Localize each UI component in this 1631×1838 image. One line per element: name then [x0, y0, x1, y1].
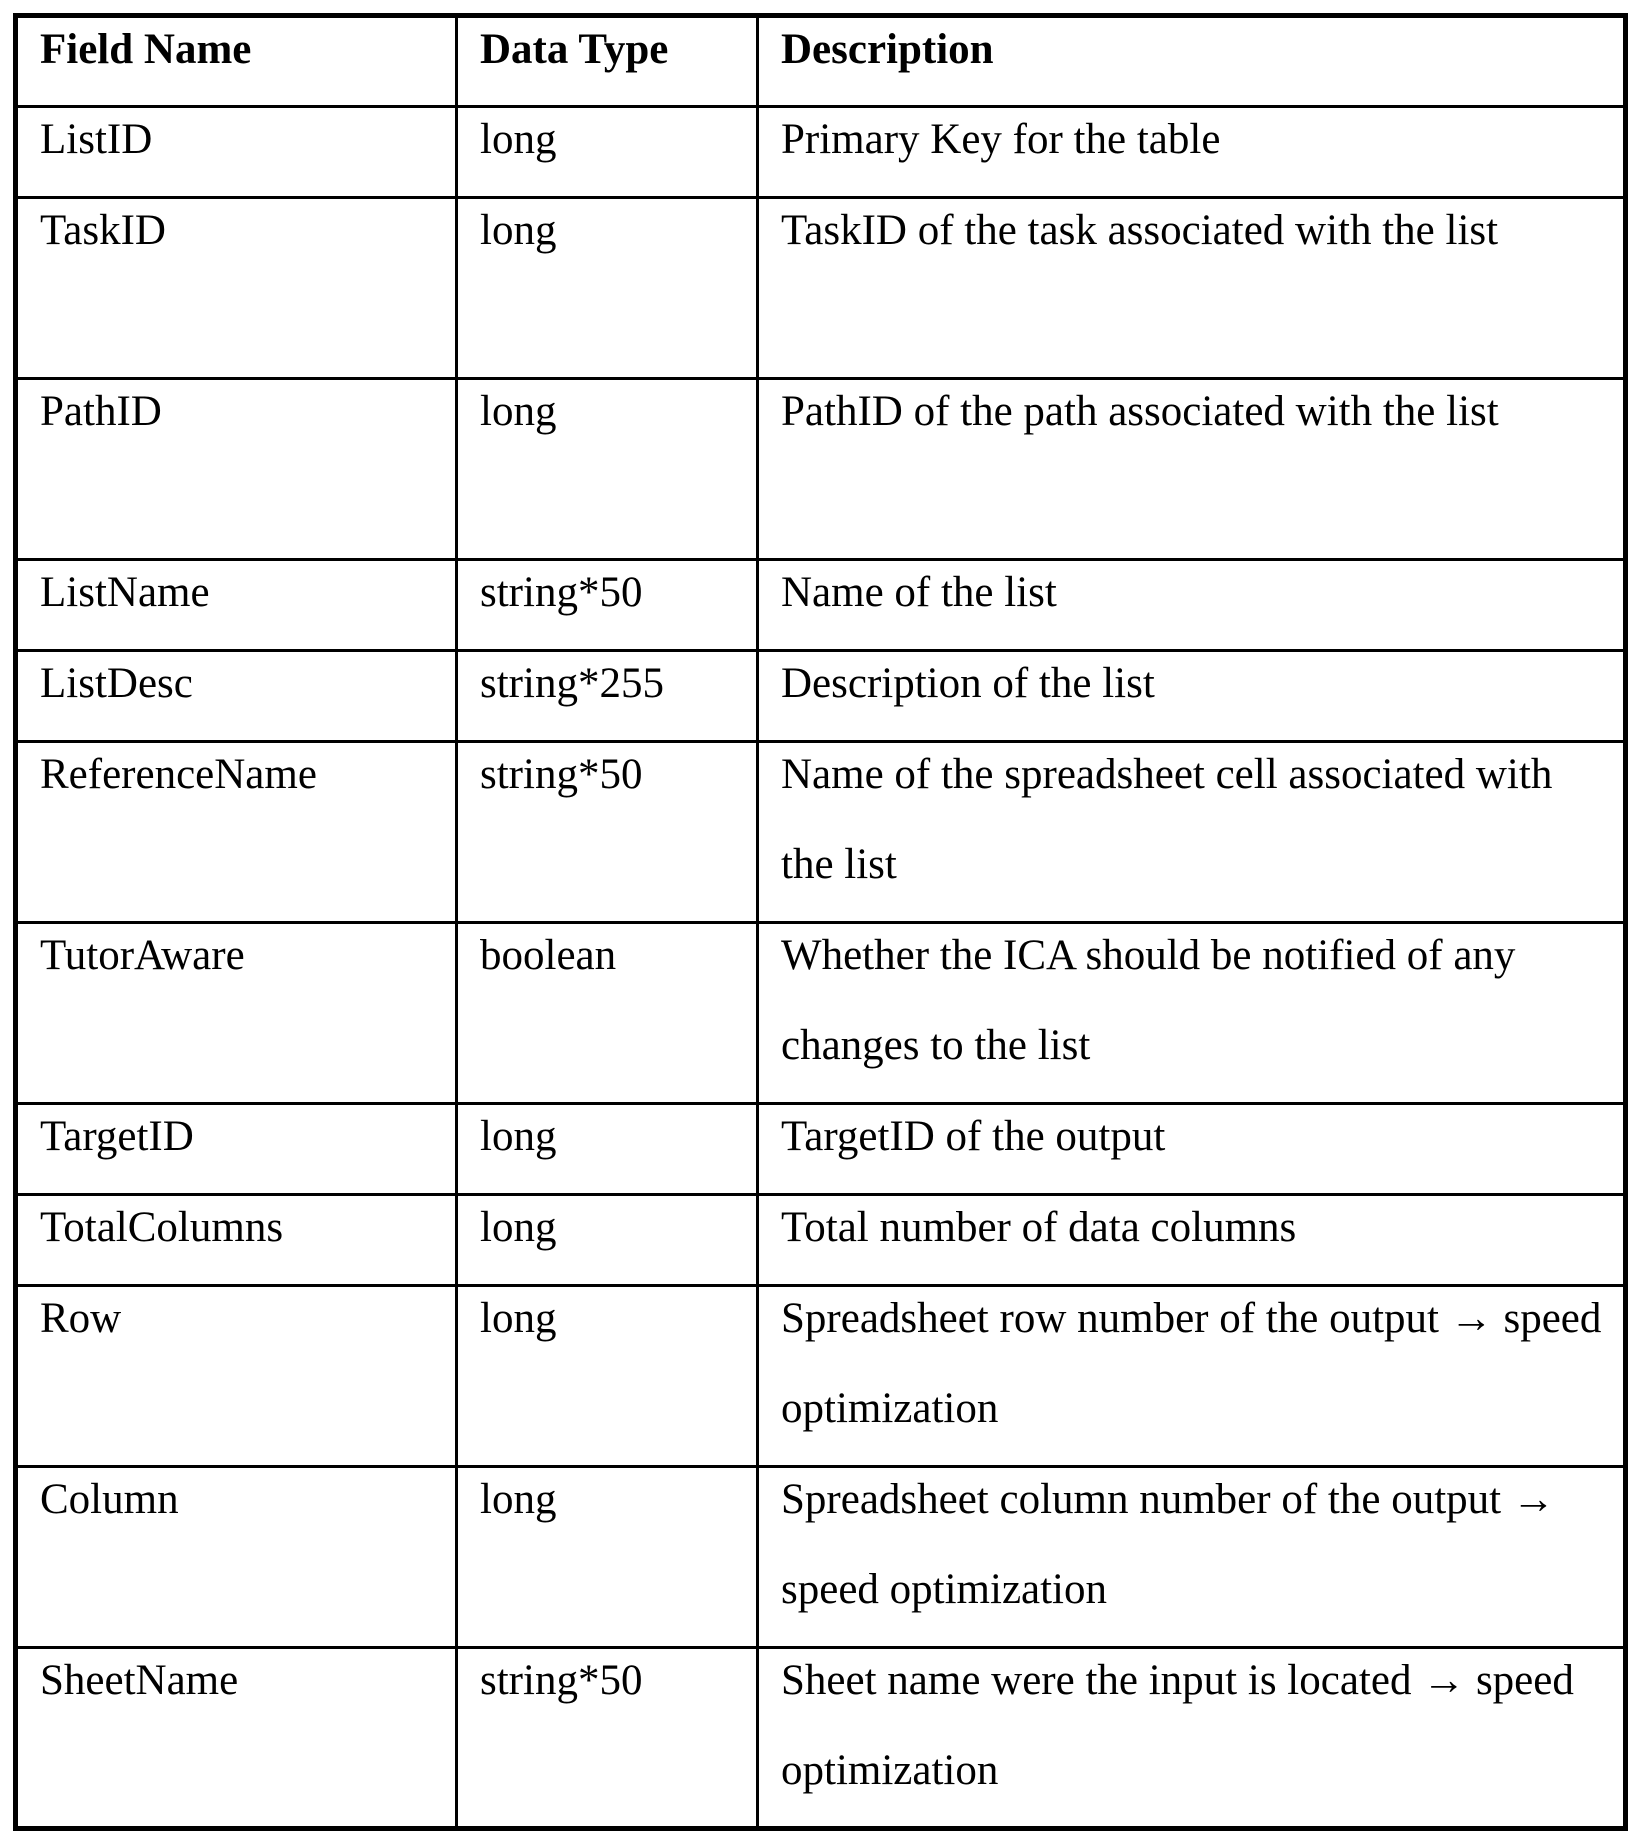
table-row	[16, 198, 1626, 379]
data-type-cell: long	[457, 1195, 758, 1286]
table-row	[16, 107, 1626, 198]
table-row	[16, 1648, 1626, 1829]
description-cell: Spreadsheet row number of the output → speed optimization	[758, 1286, 1626, 1467]
table-row	[16, 742, 1626, 923]
data-type-cell: string*50	[457, 560, 758, 651]
data-type-cell: long	[457, 1467, 758, 1648]
description-cell: Whether the ICA should be notified of any changes to the list	[758, 923, 1626, 1104]
field-name-cell: ReferenceName	[16, 742, 457, 923]
table-row	[16, 1104, 1626, 1195]
data-type-cell: long	[457, 1104, 758, 1195]
data-type-cell: boolean	[457, 923, 758, 1104]
field-name-cell: TotalColumns	[16, 1195, 457, 1286]
table-row	[16, 1286, 1626, 1467]
field-name-cell: ListName	[16, 560, 457, 651]
header-description: Description	[758, 16, 1626, 107]
field-name-cell: ListID	[16, 107, 457, 198]
description-cell: TargetID of the output	[758, 1104, 1626, 1195]
table-row	[16, 923, 1626, 1104]
field-name-cell: Row	[16, 1286, 457, 1467]
table-header-row	[16, 16, 1626, 107]
field-definition-table	[13, 13, 1628, 1831]
description-cell: Primary Key for the table	[758, 107, 1626, 198]
table-row	[16, 560, 1626, 651]
description-cell: PathID of the path associated with the list	[758, 379, 1626, 560]
header-data-type: Data Type	[457, 16, 758, 107]
header-field-name: Field Name	[16, 16, 457, 107]
data-type-cell: long	[457, 198, 758, 379]
field-name-cell: SheetName	[16, 1648, 457, 1829]
description-cell: Total number of data columns	[758, 1195, 1626, 1286]
table-row	[16, 651, 1626, 742]
data-type-cell: string*50	[457, 1648, 758, 1829]
data-type-cell: long	[457, 107, 758, 198]
table-row	[16, 1467, 1626, 1648]
description-cell: Sheet name were the input is located → speed optimization	[758, 1648, 1626, 1829]
description-cell: TaskID of the task associated with the list	[758, 198, 1626, 379]
description-cell: Name of the spreadsheet cell associated with the list	[758, 742, 1626, 923]
description-cell: Name of the list	[758, 560, 1626, 651]
description-cell: Description of the list	[758, 651, 1626, 742]
field-name-cell: PathID	[16, 379, 457, 560]
data-type-cell: string*255	[457, 651, 758, 742]
description-cell: Spreadsheet column number of the output → speed optimization	[758, 1467, 1626, 1648]
field-name-cell: Column	[16, 1467, 457, 1648]
data-type-cell: long	[457, 379, 758, 560]
field-name-cell: TaskID	[16, 198, 457, 379]
table-row	[16, 1195, 1626, 1286]
data-type-cell: string*50	[457, 742, 758, 923]
field-name-cell: TutorAware	[16, 923, 457, 1104]
data-type-cell: long	[457, 1286, 758, 1467]
table-row	[16, 379, 1626, 560]
field-name-cell: ListDesc	[16, 651, 457, 742]
field-name-cell: TargetID	[16, 1104, 457, 1195]
